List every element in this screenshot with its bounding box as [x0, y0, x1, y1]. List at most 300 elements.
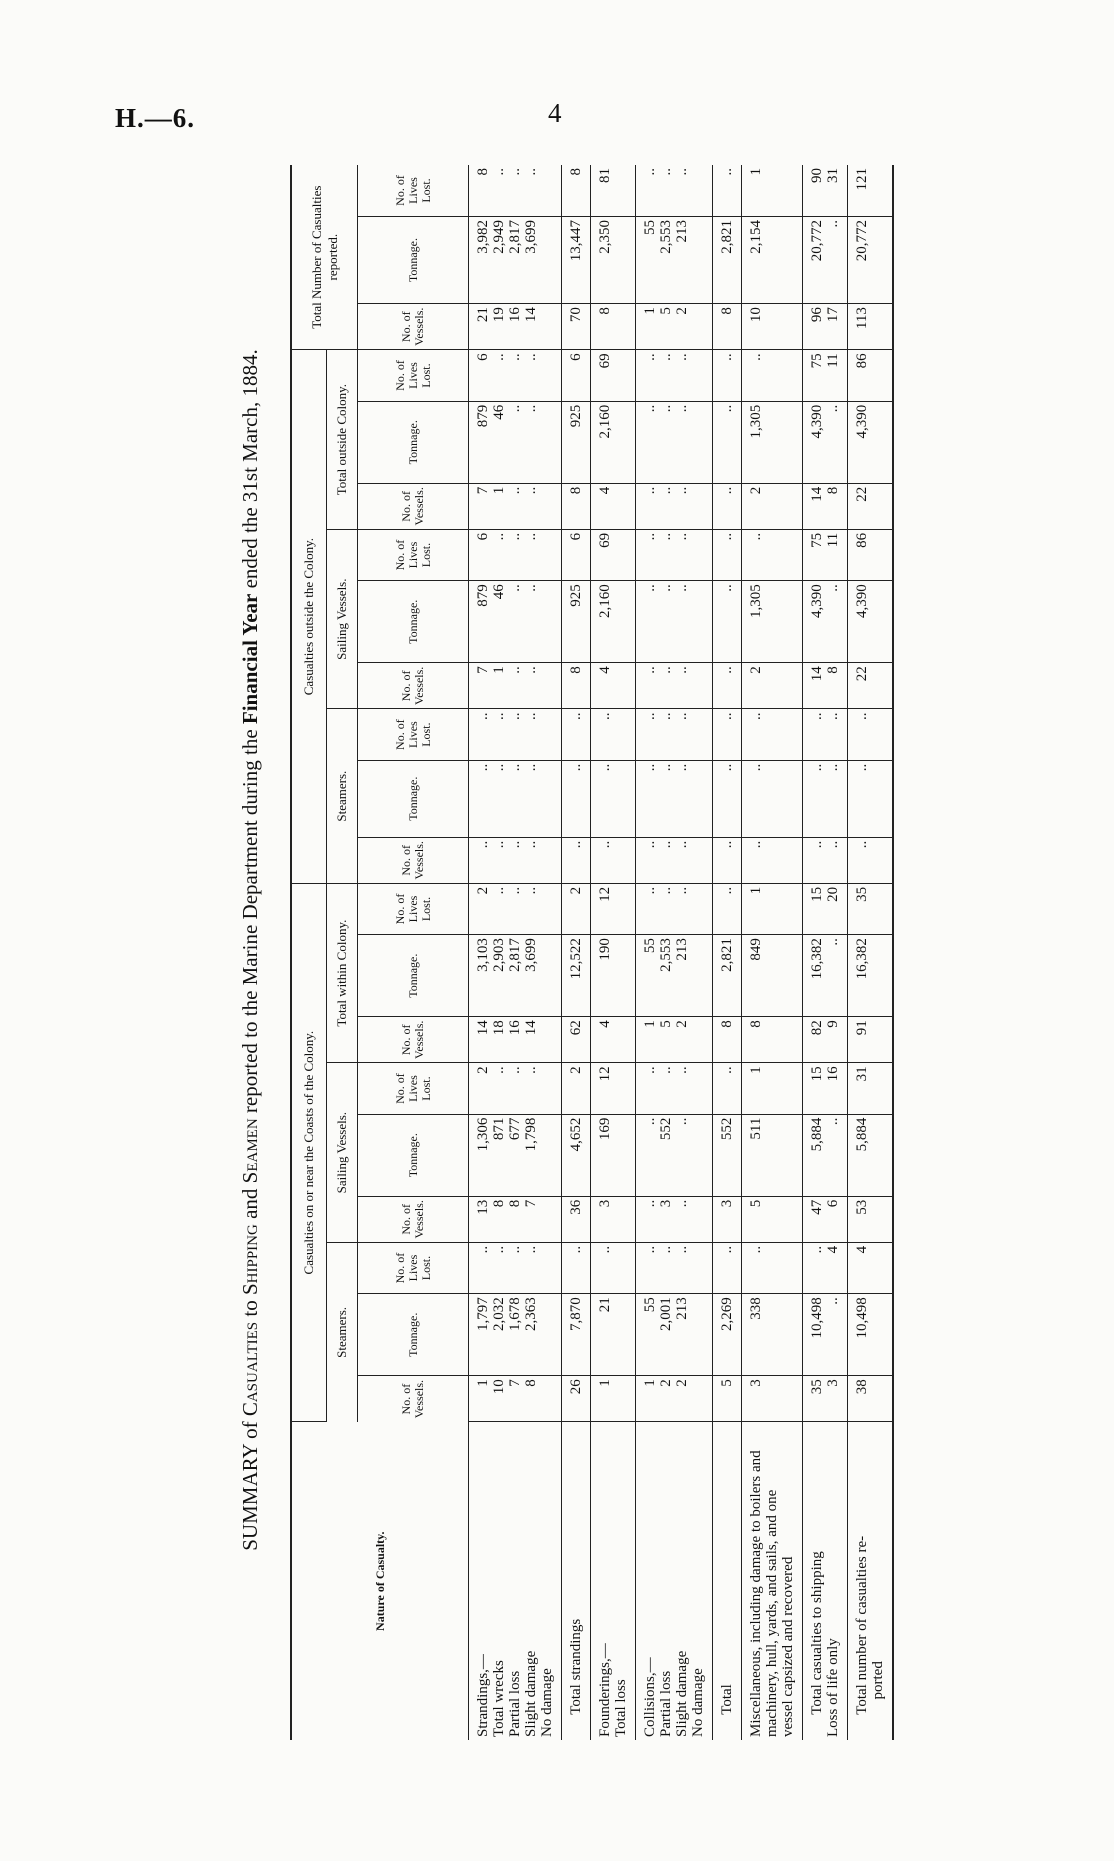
- table-cell: 190: [597, 938, 613, 961]
- table-cell-wrap: [713, 837, 742, 883]
- table-cell: ..: [854, 840, 870, 849]
- table-cell: ..: [719, 666, 735, 674]
- table-cell: 8: [719, 1020, 735, 1028]
- table-cell-wrap: [562, 883, 591, 934]
- table-cell: .. .. ..: [642, 584, 690, 592]
- row-label: Total strandings: [562, 1422, 591, 1740]
- header-vessels-6: No. of Vessels.: [358, 483, 469, 529]
- table-cell: 4,390: [854, 584, 870, 618]
- table-cell-wrap: [562, 760, 591, 837]
- casualty-summary-table: [290, 165, 894, 1740]
- table-cell: 169: [597, 1117, 613, 1141]
- table-cell-wrap: [713, 1017, 742, 1063]
- table-cell-wrap: [742, 837, 803, 883]
- table-cell-wrap: [803, 760, 848, 837]
- table-cell-wrap: [591, 1376, 636, 1422]
- header-lives-2: No. of Lives Lost.: [358, 1063, 469, 1114]
- table-cell-wrap: [469, 1017, 562, 1063]
- table-cell-wrap: [562, 837, 591, 883]
- table-cell-wrap: [742, 663, 803, 709]
- table-cell: ..: [719, 404, 735, 413]
- row-label: Total: [713, 1422, 742, 1740]
- table-cell: 1,306 871 677 1,798: [475, 1117, 539, 1152]
- table-cell: 8 .. .. ..: [475, 168, 539, 176]
- table-cell: ..: [748, 353, 764, 361]
- table-cell: 1: [748, 886, 764, 895]
- table-cell: 12: [597, 1066, 613, 1082]
- table-cell-wrap: [803, 304, 848, 350]
- table-cell: 2: [748, 666, 764, 674]
- table-cell: .. .. .. ..: [475, 840, 539, 849]
- header-vessels-2: No. of Vessels.: [358, 1196, 469, 1242]
- table-cell-wrap: [742, 165, 803, 216]
- table-cell: 21 19 16 14: [475, 307, 539, 323]
- table-cell-wrap: [591, 1294, 636, 1376]
- table-cell-wrap: [742, 483, 803, 529]
- table-cell-wrap: [591, 663, 636, 709]
- table-cell-wrap: [636, 216, 713, 303]
- table-cell-wrap: [591, 581, 636, 663]
- header-lives-6: No. of Lives Lost.: [358, 350, 469, 401]
- table-cell-wrap: [803, 529, 848, 580]
- table-cell: ..: [568, 1245, 584, 1254]
- table-cell: 7,870: [568, 1297, 584, 1331]
- table-cell-wrap: [713, 165, 742, 216]
- table-cell: 14 8: [809, 666, 841, 682]
- table-cell-wrap: [469, 350, 562, 401]
- table-cell-wrap: [562, 663, 591, 709]
- table-cell-wrap: [803, 401, 848, 483]
- table-cell-wrap: [713, 529, 742, 580]
- table-cell-wrap: [848, 709, 894, 760]
- table-cell-wrap: [636, 1376, 713, 1422]
- table-cell-wrap: [562, 1063, 591, 1114]
- table-cell-wrap: [742, 709, 803, 760]
- table-cell: 4,390 ..: [809, 584, 841, 618]
- table-cell: 2 .. .. ..: [475, 886, 539, 895]
- header-steamers-outside: Steamers.: [327, 709, 358, 883]
- table-title: SUMMARY of Casualties to Shipping and Seamen reported to the Marine Department during the Financial Year ended the 31st March, 1884.: [238, 349, 262, 1551]
- table-cell: 2,160: [597, 404, 613, 439]
- table-cell-wrap: [742, 1376, 803, 1422]
- table-cell: 4: [597, 1020, 613, 1028]
- table-cell-wrap: [713, 1063, 742, 1114]
- table-cell: ..: [719, 168, 735, 176]
- table-cell-wrap: [591, 1242, 636, 1293]
- table-cell-wrap: [469, 935, 562, 1017]
- table-cell: 3,103 2,903 2,817 3,699: [475, 938, 539, 972]
- table-cell: 13 8 8 7: [475, 1199, 539, 1215]
- table-cell: 22: [854, 666, 870, 682]
- table-cell: 925: [568, 404, 584, 428]
- table-cell-wrap: [469, 1242, 562, 1293]
- table-cell: 1 2 2: [642, 1379, 690, 1387]
- table-cell: 6 .. .. ..: [475, 532, 539, 541]
- table-cell: .. .. ..: [642, 168, 690, 176]
- table-row: [713, 165, 742, 1740]
- table-cell-wrap: [803, 165, 848, 216]
- table-cell-wrap: [803, 1114, 848, 1196]
- table-cell-wrap: [742, 529, 803, 580]
- table-cell: 81: [597, 168, 613, 183]
- table-cell: .. .. ..: [642, 886, 690, 895]
- table-cell-wrap: [469, 760, 562, 837]
- table-cell: 15 16: [809, 1066, 841, 1082]
- table-cell: 2,154: [748, 219, 764, 254]
- table-cell-wrap: [713, 1114, 742, 1196]
- table-cell: 96 17: [809, 307, 841, 323]
- table-cell: 2 .. .. ..: [475, 1066, 539, 1074]
- table-cell-wrap: [562, 1294, 591, 1376]
- table-cell-wrap: [848, 350, 894, 401]
- page-ref: H.—6.: [115, 103, 196, 133]
- table-cell-wrap: [742, 350, 803, 401]
- table-cell-wrap: [848, 529, 894, 580]
- table-cell-wrap: [713, 1196, 742, 1242]
- table-cell-wrap: [636, 1294, 713, 1376]
- table-cell-wrap: [636, 165, 713, 216]
- table-cell-wrap: [591, 529, 636, 580]
- table-cell-wrap: [469, 837, 562, 883]
- table-cell-wrap: [636, 304, 713, 350]
- table-cell: 338: [748, 1297, 764, 1320]
- table-cell: 879 46 .. ..: [475, 404, 539, 428]
- table-cell-wrap: [591, 837, 636, 883]
- table-cell: 5,884 ..: [809, 1117, 841, 1152]
- table-cell-wrap: [803, 663, 848, 709]
- table-cell-wrap: [713, 1242, 742, 1293]
- table-cell: .. .. ..: [642, 486, 690, 495]
- table-cell-wrap: [562, 1196, 591, 1242]
- table-cell: 1 10 7 8: [475, 1379, 539, 1395]
- table-cell: 879 46 .. ..: [475, 584, 539, 607]
- table-cell: 3: [597, 1199, 613, 1208]
- table-cell: 1,797 2,032 1,678 2,363: [475, 1297, 539, 1331]
- table-cell: 1: [597, 1379, 613, 1387]
- table-cell-wrap: [469, 709, 562, 760]
- table-cell: .. ..: [809, 712, 841, 720]
- table-cell: ..: [748, 712, 764, 720]
- table-cell: 8: [568, 486, 584, 495]
- table-cell: ..: [854, 712, 870, 720]
- table-cell: 10: [748, 307, 764, 323]
- header-outside-colony: Casualties outside the Colony.: [291, 350, 327, 884]
- table-cell-wrap: [742, 1294, 803, 1376]
- table-cell-wrap: [803, 1017, 848, 1063]
- table-cell-wrap: [636, 1196, 713, 1242]
- table-cell-wrap: [636, 1017, 713, 1063]
- table-cell: 6: [568, 532, 584, 541]
- table-cell: 31: [854, 1066, 870, 1082]
- header-lives-3: No. of Lives Lost.: [358, 883, 469, 934]
- table-cell: 849: [748, 938, 764, 961]
- table-cell: 511: [748, 1117, 764, 1140]
- table-cell: .. .. ..: [642, 712, 690, 720]
- table-cell-wrap: [562, 1242, 591, 1293]
- table-cell-wrap: [636, 1242, 713, 1293]
- table-cell-wrap: [591, 709, 636, 760]
- header-tonnage-6: Tonnage.: [358, 401, 469, 483]
- table-cell-wrap: [803, 883, 848, 934]
- table-cell: 121: [854, 168, 870, 191]
- table-cell: .. .. ..: [642, 1245, 690, 1254]
- table-cell: 16,382: [854, 938, 870, 980]
- table-cell-wrap: [636, 837, 713, 883]
- table-cell-wrap: [848, 304, 894, 350]
- table-cell-wrap: [803, 935, 848, 1017]
- table-cell-wrap: [742, 216, 803, 303]
- table-cell-wrap: [803, 483, 848, 529]
- table-cell: 26: [568, 1379, 584, 1395]
- table-cell-wrap: [562, 935, 591, 1017]
- table-cell-wrap: [469, 1114, 562, 1196]
- table-cell: 2,350: [597, 219, 613, 254]
- table-cell-wrap: [803, 1242, 848, 1293]
- table-cell-wrap: [848, 1063, 894, 1114]
- table-cell: 86: [854, 532, 870, 548]
- table-cell-wrap: [636, 1114, 713, 1196]
- table-cell-wrap: [562, 1114, 591, 1196]
- table-cell: 35 3: [809, 1379, 841, 1395]
- table-cell: 2,269: [719, 1297, 735, 1331]
- table-cell-wrap: [848, 837, 894, 883]
- table-cell-wrap: [848, 1294, 894, 1376]
- table-cell-wrap: [713, 216, 742, 303]
- table-cell-wrap: [848, 1242, 894, 1293]
- table-cell: .. .. ..: [642, 666, 690, 674]
- table-cell-wrap: [591, 883, 636, 934]
- table-cell: 4,390 ..: [809, 404, 841, 439]
- table-cell: ..: [719, 712, 735, 720]
- header-total-reported: Total Number of Casualties reported.: [291, 165, 358, 350]
- header-within-colony: Casualties on or near the Coasts of the Colony.: [291, 883, 327, 1422]
- table-cell-wrap: [469, 483, 562, 529]
- table-cell: ..: [719, 1066, 735, 1074]
- table-cell-wrap: [636, 350, 713, 401]
- table-cell: ..: [597, 840, 613, 849]
- table-cell: 91: [854, 1020, 870, 1036]
- table-cell-wrap: [848, 883, 894, 934]
- table-cell: 15 20: [809, 886, 841, 902]
- table-row: [848, 165, 894, 1740]
- table-cell: ..: [719, 886, 735, 895]
- table-cell-wrap: [803, 709, 848, 760]
- table-cell-wrap: [562, 483, 591, 529]
- table-row: [803, 165, 848, 1740]
- header-vessels-4: No. of Vessels.: [358, 837, 469, 883]
- table-cell-wrap: [591, 483, 636, 529]
- header-total-within: Total within Colony.: [327, 883, 358, 1063]
- table-cell-wrap: [713, 760, 742, 837]
- table-cell: ..: [748, 1245, 764, 1254]
- table-cell-wrap: [591, 216, 636, 303]
- table-cell: .. 4: [809, 1245, 841, 1254]
- table-cell-wrap: [636, 935, 713, 1017]
- table-cell: .. .. ..: [642, 353, 690, 361]
- table-cell: 3: [748, 1379, 764, 1387]
- table-cell-wrap: [848, 1196, 894, 1242]
- table-cell-wrap: [803, 1376, 848, 1422]
- table-cell: 5,884: [854, 1117, 870, 1152]
- table-cell: 7 1 .. ..: [475, 666, 539, 674]
- table-cell-wrap: [636, 483, 713, 529]
- table-cell: 20,772: [854, 219, 870, 262]
- table-cell: 3,982 2,949 2,817 3,699: [475, 219, 539, 254]
- table-cell-wrap: [469, 581, 562, 663]
- table-cell-wrap: [591, 760, 636, 837]
- table-cell: .. .. .. ..: [475, 763, 539, 772]
- table-cell-wrap: [562, 581, 591, 663]
- table-cell-wrap: [469, 1294, 562, 1376]
- header-nature: Nature of Casualty.: [291, 1422, 469, 1740]
- table-cell: 55 2,001 213: [642, 1297, 690, 1331]
- table-cell-wrap: [469, 529, 562, 580]
- table-cell: 8: [597, 307, 613, 315]
- table-cell-wrap: [848, 1114, 894, 1196]
- table-cell: 20,772 ..: [809, 219, 841, 262]
- row-label: Founderings,— Total loss: [591, 1422, 636, 1740]
- header-vessels-1: No. of Vessels.: [358, 1376, 469, 1422]
- table-cell: .. .. .. ..: [475, 712, 539, 720]
- table-cell-wrap: [636, 529, 713, 580]
- table-cell: 55 2,553 213: [642, 219, 690, 254]
- row-label: Total number of casualties re- ported: [848, 1422, 894, 1740]
- table-cell-wrap: [803, 350, 848, 401]
- header-total-outside: Total outside Colony.: [327, 350, 358, 530]
- table-cell: ..: [748, 763, 764, 772]
- table-cell: .. 3 ..: [642, 1199, 690, 1208]
- table-cell-wrap: [591, 401, 636, 483]
- table-cell-wrap: [713, 1376, 742, 1422]
- table-cell: .. ..: [809, 840, 841, 849]
- table-row: [591, 165, 636, 1740]
- table-cell: 14 8: [809, 486, 841, 502]
- table-cell-wrap: [803, 1196, 848, 1242]
- table-row: [636, 165, 713, 1740]
- table-cell: 82 9: [809, 1020, 841, 1036]
- header-lives-4: No. of Lives Lost.: [358, 709, 469, 760]
- table-cell: 4: [854, 1245, 870, 1254]
- table-cell: 2,821: [719, 938, 735, 972]
- table-cell: 75 11: [809, 532, 841, 548]
- table-cell: 47 6: [809, 1199, 841, 1215]
- table-cell-wrap: [803, 581, 848, 663]
- table-cell: ..: [719, 584, 735, 592]
- table-cell-wrap: [636, 581, 713, 663]
- table-cell: 1: [748, 1066, 764, 1074]
- table-cell: 8: [568, 168, 584, 176]
- table-cell: ..: [854, 763, 870, 772]
- table-cell-wrap: [713, 663, 742, 709]
- row-label: Collisions,— Partial loss Slight damage No damage: [636, 1422, 713, 1740]
- table-cell-wrap: [742, 935, 803, 1017]
- table-cell: .. 552 ..: [642, 1117, 690, 1141]
- table-cell-wrap: [713, 883, 742, 934]
- header-lives-5: No. of Lives Lost.: [358, 529, 469, 580]
- table-cell: .. .. .. ..: [475, 1245, 539, 1254]
- table-cell: 69: [597, 532, 613, 548]
- table-cell: 4,652: [568, 1117, 584, 1152]
- table-cell-wrap: [562, 216, 591, 303]
- table-cell: 5: [719, 1379, 735, 1387]
- table-cell: 16,382 ..: [809, 938, 841, 980]
- table-cell-wrap: [562, 304, 591, 350]
- table-cell: .. .. ..: [642, 532, 690, 541]
- table-cell: 2,821: [719, 219, 735, 254]
- table-cell-wrap: [591, 935, 636, 1017]
- table-cell-wrap: [636, 709, 713, 760]
- header-vessels-3: No. of Vessels.: [358, 1017, 469, 1063]
- table-cell-wrap: [848, 663, 894, 709]
- table-cell: 552: [719, 1117, 735, 1141]
- table-cell: 4: [597, 666, 613, 674]
- table-cell: ..: [568, 840, 584, 849]
- header-sailing: Sailing Vessels.: [327, 1063, 358, 1243]
- table-cell-wrap: [848, 401, 894, 483]
- table-cell: 53: [854, 1199, 870, 1215]
- table-cell-wrap: [469, 883, 562, 934]
- header-steamers: Steamers.: [327, 1242, 358, 1422]
- table-cell: 8: [719, 307, 735, 315]
- table-cell-wrap: [591, 350, 636, 401]
- table-cell: 69: [597, 353, 613, 369]
- table-cell: .. .. ..: [642, 763, 690, 772]
- table-cell: ..: [719, 763, 735, 772]
- table-cell-wrap: [803, 1063, 848, 1114]
- table-cell-wrap: [803, 837, 848, 883]
- table-cell: ..: [568, 763, 584, 772]
- table-cell-wrap: [742, 1017, 803, 1063]
- table-cell-wrap: [591, 1063, 636, 1114]
- table-cell: 8: [748, 1020, 764, 1028]
- table-cell-wrap: [713, 304, 742, 350]
- table-cell-wrap: [636, 401, 713, 483]
- table-cell-wrap: [713, 401, 742, 483]
- table-cell-wrap: [848, 935, 894, 1017]
- table-cell: 13,447: [568, 219, 584, 262]
- table-cell: .. ..: [809, 763, 841, 772]
- header-tonnage-3: Tonnage.: [358, 935, 469, 1017]
- table-cell: ..: [597, 712, 613, 720]
- page-number: 4: [548, 98, 562, 128]
- table-cell-wrap: [636, 663, 713, 709]
- table-cell-wrap: [636, 760, 713, 837]
- table-cell-wrap: [848, 165, 894, 216]
- table-cell-wrap: [636, 1063, 713, 1114]
- table-cell: 12: [597, 886, 613, 902]
- table-cell: 36: [568, 1199, 584, 1215]
- table-cell-wrap: [562, 709, 591, 760]
- table-cell-wrap: [591, 1017, 636, 1063]
- table-cell: 3: [719, 1199, 735, 1208]
- table-cell-wrap: [562, 401, 591, 483]
- table-cell: ..: [719, 532, 735, 541]
- table-row: [469, 165, 562, 1740]
- table-cell: 8: [568, 666, 584, 674]
- table-cell-wrap: [469, 165, 562, 216]
- table-cell-wrap: [713, 581, 742, 663]
- table-cell: ..: [719, 353, 735, 361]
- row-label: Total casualties to shipping Loss of life only: [803, 1422, 848, 1740]
- table-cell-wrap: [591, 304, 636, 350]
- table-cell: 1 5 2: [642, 1020, 690, 1028]
- table-cell: 21: [597, 1297, 613, 1313]
- table-cell-wrap: [742, 581, 803, 663]
- header-lives-1: No. of Lives Lost.: [358, 1242, 469, 1293]
- table-cell: 2: [568, 1066, 584, 1074]
- table-cell: 5: [748, 1199, 764, 1208]
- table-cell-wrap: [742, 304, 803, 350]
